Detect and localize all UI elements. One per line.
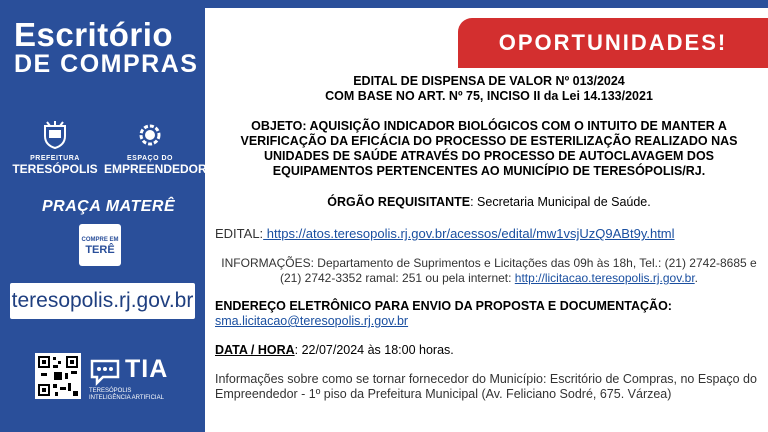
tia-subtitle-line1: TERESÓPOLIS [89, 388, 132, 394]
left-sidebar [0, 0, 205, 432]
ai-brain-icon [89, 357, 121, 387]
info-end: . [694, 271, 699, 285]
edital-objeto: OBJETO: AQUISIÇÃO INDICADOR BIOLÓGICOS COM O INTUITO DE MANTER A VERIFICAÇÃO DA EFICÁCIA DO PROCESSO DE ESTERILIZAÇÃO REALIZADO NAS UNIDADES DE SAÚDE ATRAVÉS DO PROCESSO DE AUTOCLAVAGEM DOS EQUIPAMENTOS PERTENCENTES AO MUNICÍPIO DE TERESÓPOLIS/RJ. [240, 119, 738, 178]
prefeitura-logo [12, 120, 98, 176]
prefeitura-name: TERESÓPOLIS [12, 162, 98, 176]
fornecedor-info: Informações sobre como se tornar fornecedor do Município: Escritório de Compras, no Espaço do Empreendedor - 1º piso da Prefeitura Municipal (Av. Feliciano Sodré, 675. Várzea) [215, 372, 757, 401]
tia-logo [89, 355, 179, 400]
date-value: : 22/07/2024 às 18:00 horas. [294, 343, 454, 357]
opportunities-banner: OPORTUNIDADES! [458, 18, 768, 68]
qr-code-icon [35, 353, 81, 399]
espaco-empreendedor-logo [104, 120, 207, 176]
date-label: DATA / HORA [215, 343, 295, 357]
date-line [215, 343, 763, 358]
orgao-requisitante [215, 195, 763, 210]
tia-subtitle [89, 388, 164, 402]
compre-em-tere-logo [79, 224, 121, 266]
tere-label: TERÊ [85, 244, 115, 256]
email-label: ENDEREÇO ELETRÔNICO PARA ENVIO DA PROPOSTA E DOCUMENTAÇÃO: [215, 299, 672, 313]
edital-link-line [215, 226, 763, 241]
praca-matere-logo: PRAÇA MATERÊ [42, 198, 176, 215]
info-text: INFORMAÇÕES: Departamento de Suprimentos e Licitações das 09h às 18h, Tel.: (21) 2742-8685 e (21) 2742-3352 ramal: 251 ou pela internet: [221, 256, 757, 285]
espaco-label: ESPAÇO DO [127, 155, 173, 162]
informacoes [215, 256, 763, 286]
website-link[interactable]: teresopolis.rj.gov.br [10, 283, 195, 319]
edital-legal-basis: COM BASE NO ART. Nº 75, INCISO II da Lei 14.133/2021 [325, 89, 653, 103]
compre-label: COMPRE EM [81, 237, 119, 243]
email-line [215, 314, 763, 329]
edital-title: EDITAL DE DISPENSA DE VALOR Nº 013/2024 [353, 74, 625, 88]
brand-title: Escritório [14, 16, 174, 53]
orgao-label: ÓRGÃO REQUISITANTE [327, 195, 471, 209]
email-link[interactable]: sma.licitacao@teresopolis.rj.gov.br [215, 314, 409, 328]
top-accent-bar [205, 0, 768, 8]
espaco-name: EMPREENDEDOR [104, 162, 207, 176]
brand-subtitle: DE COMPRAS [14, 50, 199, 78]
edital-content [215, 74, 763, 402]
orgao-value: : Secretaria Municipal de Saúde. [470, 195, 651, 209]
tia-subtitle-line2: INTELIGÊNCIA ARTIFICIAL [89, 395, 164, 401]
licitacao-link[interactable]: http://licitacao.teresopolis.rj.gov.br [514, 271, 695, 285]
tia-name: TIA [125, 355, 169, 383]
prefeitura-label: PREFEITURA [30, 155, 80, 162]
edital-label: EDITAL: [215, 226, 264, 241]
edital-url-link[interactable]: https://atos.teresopolis.rj.gov.br/acessos/edital/mw1vsjUzQ9ABt9y.html [263, 226, 675, 241]
gear-icon [135, 120, 165, 150]
coat-of-arms-icon [40, 120, 70, 150]
